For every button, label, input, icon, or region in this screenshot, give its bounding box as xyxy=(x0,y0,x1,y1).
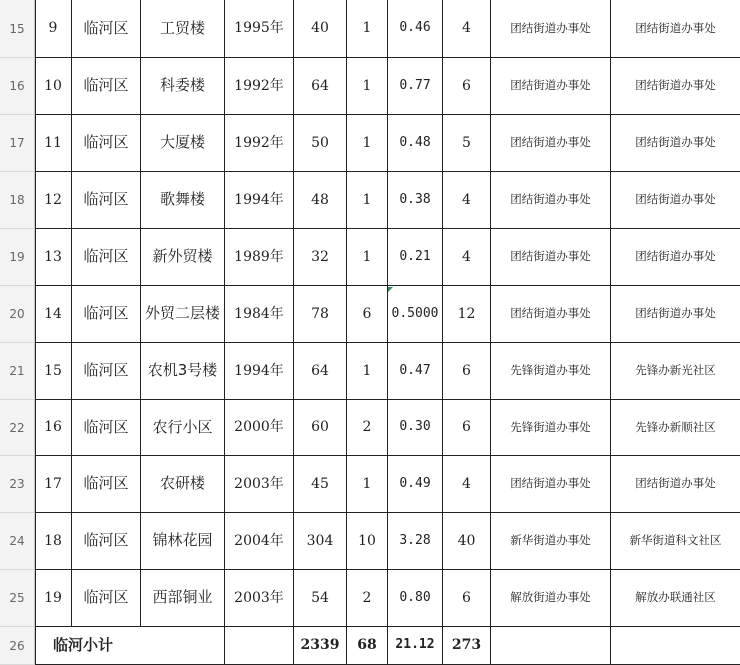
table-row xyxy=(35,172,740,229)
street-office-cell[interactable]: 团结街道办事处 xyxy=(491,229,611,286)
units-cell[interactable]: 1 xyxy=(347,172,388,229)
units-cell[interactable]: 2 xyxy=(347,570,388,627)
community-cell[interactable]: 团结街道办事处 xyxy=(611,456,740,513)
subtotal-count-cell[interactable]: 273 xyxy=(443,627,491,665)
community-cell[interactable]: 团结街道办事处 xyxy=(611,58,740,115)
units-cell[interactable]: 1 xyxy=(347,0,388,58)
build-year-cell[interactable]: 1992年 xyxy=(225,58,294,115)
street-office-cell[interactable]: 先锋街道办事处 xyxy=(491,400,611,456)
district-cell[interactable]: 临河区 xyxy=(72,286,141,343)
count-cell[interactable]: 12 xyxy=(443,286,491,343)
count-cell[interactable]: 5 xyxy=(443,115,491,172)
district-cell[interactable]: 临河区 xyxy=(72,229,141,286)
street-office-cell[interactable]: 解放街道办事处 xyxy=(491,570,611,627)
row-header[interactable]: 26 xyxy=(0,627,35,665)
count-cell[interactable]: 4 xyxy=(443,229,491,286)
table-row xyxy=(35,343,740,400)
street-office-cell[interactable]: 团结街道办事处 xyxy=(491,286,611,343)
row-number-cell[interactable]: 15 xyxy=(35,343,72,400)
households-cell[interactable]: 45 xyxy=(294,456,347,513)
row-number-cell[interactable]: 19 xyxy=(35,570,72,627)
building-name-cell[interactable]: 新外贸楼 xyxy=(141,229,225,286)
district-cell[interactable]: 临河区 xyxy=(72,456,141,513)
area-cell[interactable]: 0.49 xyxy=(388,456,443,513)
units-cell[interactable]: 1 xyxy=(347,343,388,400)
subtotal-label-cell[interactable]: 临河小计 xyxy=(35,627,225,665)
building-name-cell[interactable]: 科委楼 xyxy=(141,58,225,115)
households-cell[interactable]: 32 xyxy=(294,229,347,286)
households-cell[interactable]: 78 xyxy=(294,286,347,343)
community-cell[interactable]: 团结街道办事处 xyxy=(611,0,740,58)
street-office-cell[interactable]: 团结街道办事处 xyxy=(491,456,611,513)
row-header[interactable]: 25 xyxy=(0,570,35,627)
building-name-cell[interactable]: 外贸二层楼 xyxy=(141,286,225,343)
count-cell[interactable]: 6 xyxy=(443,58,491,115)
count-cell[interactable]: 4 xyxy=(443,0,491,58)
building-name-cell[interactable]: 农研楼 xyxy=(141,456,225,513)
households-cell[interactable]: 304 xyxy=(294,513,347,570)
count-cell[interactable]: 6 xyxy=(443,343,491,400)
area-cell[interactable]: 3.28 xyxy=(388,513,443,570)
build-year-cell[interactable]: 1984年 xyxy=(225,286,294,343)
community-cell[interactable]: 先锋办新顺社区 xyxy=(611,400,740,456)
subtotal-area-cell[interactable]: 21.12 xyxy=(388,627,443,665)
community-cell[interactable]: 团结街道办事处 xyxy=(611,172,740,229)
count-cell[interactable]: 40 xyxy=(443,513,491,570)
district-cell[interactable]: 临河区 xyxy=(72,58,141,115)
district-cell[interactable]: 临河区 xyxy=(72,400,141,456)
households-cell[interactable]: 48 xyxy=(294,172,347,229)
build-year-cell[interactable]: 1994年 xyxy=(225,343,294,400)
building-name-cell[interactable]: 工贸楼 xyxy=(141,0,225,58)
build-year-cell[interactable]: 1994年 xyxy=(225,172,294,229)
row-header[interactable]: 18 xyxy=(0,172,35,229)
row-header[interactable]: 24 xyxy=(0,513,35,570)
street-office-cell[interactable]: 团结街道办事处 xyxy=(491,0,611,58)
row-header[interactable]: 17 xyxy=(0,115,35,172)
area-cell[interactable]: 0.38 xyxy=(388,172,443,229)
street-office-cell[interactable]: 团结街道办事处 xyxy=(491,115,611,172)
building-name-cell[interactable]: 大厦楼 xyxy=(141,115,225,172)
row-number-cell[interactable]: 14 xyxy=(35,286,72,343)
district-cell[interactable]: 临河区 xyxy=(72,513,141,570)
district-cell[interactable]: 临河区 xyxy=(72,343,141,400)
row-number-cell[interactable]: 9 xyxy=(35,0,72,58)
row-number-cell[interactable]: 12 xyxy=(35,172,72,229)
row-header[interactable]: 22 xyxy=(0,400,35,456)
empty-cell[interactable] xyxy=(225,627,294,665)
count-cell[interactable]: 6 xyxy=(443,400,491,456)
table-row xyxy=(35,0,740,58)
build-year-cell[interactable]: 2004年 xyxy=(225,513,294,570)
building-name-cell[interactable]: 锦林花园 xyxy=(141,513,225,570)
row-header[interactable]: 15 xyxy=(0,0,35,58)
empty-cell[interactable] xyxy=(491,627,611,665)
building-name-cell[interactable]: 农行小区 xyxy=(141,400,225,456)
units-cell[interactable]: 2 xyxy=(347,400,388,456)
row-number-cell[interactable]: 17 xyxy=(35,456,72,513)
row-header[interactable]: 19 xyxy=(0,229,35,286)
count-cell[interactable]: 4 xyxy=(443,172,491,229)
units-cell[interactable]: 1 xyxy=(347,58,388,115)
building-name-cell[interactable]: 农机3号楼 xyxy=(141,343,225,400)
cell-note-marker[interactable] xyxy=(388,287,393,292)
community-cell[interactable]: 解放办联通社区 xyxy=(611,570,740,627)
row-number-cell[interactable]: 10 xyxy=(35,58,72,115)
units-cell[interactable]: 1 xyxy=(347,456,388,513)
subtotal-row xyxy=(35,627,740,665)
building-name-cell[interactable]: 西部铜业 xyxy=(141,570,225,627)
district-cell[interactable]: 临河区 xyxy=(72,570,141,627)
area-cell[interactable]: 0.5000 xyxy=(388,286,443,343)
street-office-cell[interactable]: 团结街道办事处 xyxy=(491,58,611,115)
subtotal-households-cell[interactable]: 2339 xyxy=(294,627,347,665)
table-row xyxy=(35,400,740,456)
households-cell[interactable]: 64 xyxy=(294,343,347,400)
row-header[interactable]: 16 xyxy=(0,58,35,115)
building-name-cell[interactable]: 歌舞楼 xyxy=(141,172,225,229)
area-cell[interactable]: 0.21 xyxy=(388,229,443,286)
build-year-cell[interactable]: 1995年 xyxy=(225,0,294,58)
table-row xyxy=(35,456,740,513)
households-cell[interactable]: 64 xyxy=(294,58,347,115)
row-header[interactable]: 23 xyxy=(0,456,35,513)
units-cell[interactable]: 10 xyxy=(347,513,388,570)
district-cell[interactable]: 临河区 xyxy=(72,172,141,229)
table-row xyxy=(35,570,740,627)
community-cell[interactable]: 先锋办新光社区 xyxy=(611,343,740,400)
households-cell[interactable]: 40 xyxy=(294,0,347,58)
table-row xyxy=(35,229,740,286)
units-cell[interactable]: 6 xyxy=(347,286,388,343)
row-number-cell[interactable]: 11 xyxy=(35,115,72,172)
community-cell[interactable]: 团结街道办事处 xyxy=(611,229,740,286)
community-cell[interactable]: 团结街道办事处 xyxy=(611,286,740,343)
empty-cell[interactable] xyxy=(611,627,740,665)
community-cell[interactable]: 新华街道科文社区 xyxy=(611,513,740,570)
row-number-cell[interactable]: 13 xyxy=(35,229,72,286)
count-cell[interactable]: 4 xyxy=(443,456,491,513)
count-cell[interactable]: 6 xyxy=(443,570,491,627)
table-row xyxy=(35,286,740,343)
street-office-cell[interactable]: 团结街道办事处 xyxy=(491,172,611,229)
area-cell[interactable]: 0.47 xyxy=(388,343,443,400)
community-cell[interactable]: 团结街道办事处 xyxy=(611,115,740,172)
units-cell[interactable]: 1 xyxy=(347,115,388,172)
households-cell[interactable]: 60 xyxy=(294,400,347,456)
table-row xyxy=(35,513,740,570)
area-cell[interactable]: 0.77 xyxy=(388,58,443,115)
row-number-cell[interactable]: 18 xyxy=(35,513,72,570)
table-row xyxy=(35,115,740,172)
units-cell[interactable]: 1 xyxy=(347,229,388,286)
subtotal-units-cell[interactable]: 68 xyxy=(347,627,388,665)
street-office-cell[interactable]: 先锋街道办事处 xyxy=(491,343,611,400)
row-header[interactable]: 20 xyxy=(0,286,35,343)
households-cell[interactable]: 50 xyxy=(294,115,347,172)
area-cell[interactable]: 0.46 xyxy=(388,0,443,58)
build-year-cell[interactable]: 2003年 xyxy=(225,570,294,627)
households-cell[interactable]: 54 xyxy=(294,570,347,627)
row-number-cell[interactable]: 16 xyxy=(35,400,72,456)
area-cell[interactable]: 0.48 xyxy=(388,115,443,172)
street-office-cell[interactable]: 新华街道办事处 xyxy=(491,513,611,570)
row-header[interactable]: 21 xyxy=(0,343,35,400)
build-year-cell[interactable]: 1992年 xyxy=(225,115,294,172)
build-year-cell[interactable]: 2000年 xyxy=(225,400,294,456)
build-year-cell[interactable]: 2003年 xyxy=(225,456,294,513)
build-year-cell[interactable]: 1989年 xyxy=(225,229,294,286)
area-cell[interactable]: 0.30 xyxy=(388,400,443,456)
area-cell[interactable]: 0.80 xyxy=(388,570,443,627)
district-cell[interactable]: 临河区 xyxy=(72,115,141,172)
table-row xyxy=(35,58,740,115)
district-cell[interactable]: 临河区 xyxy=(72,0,141,58)
